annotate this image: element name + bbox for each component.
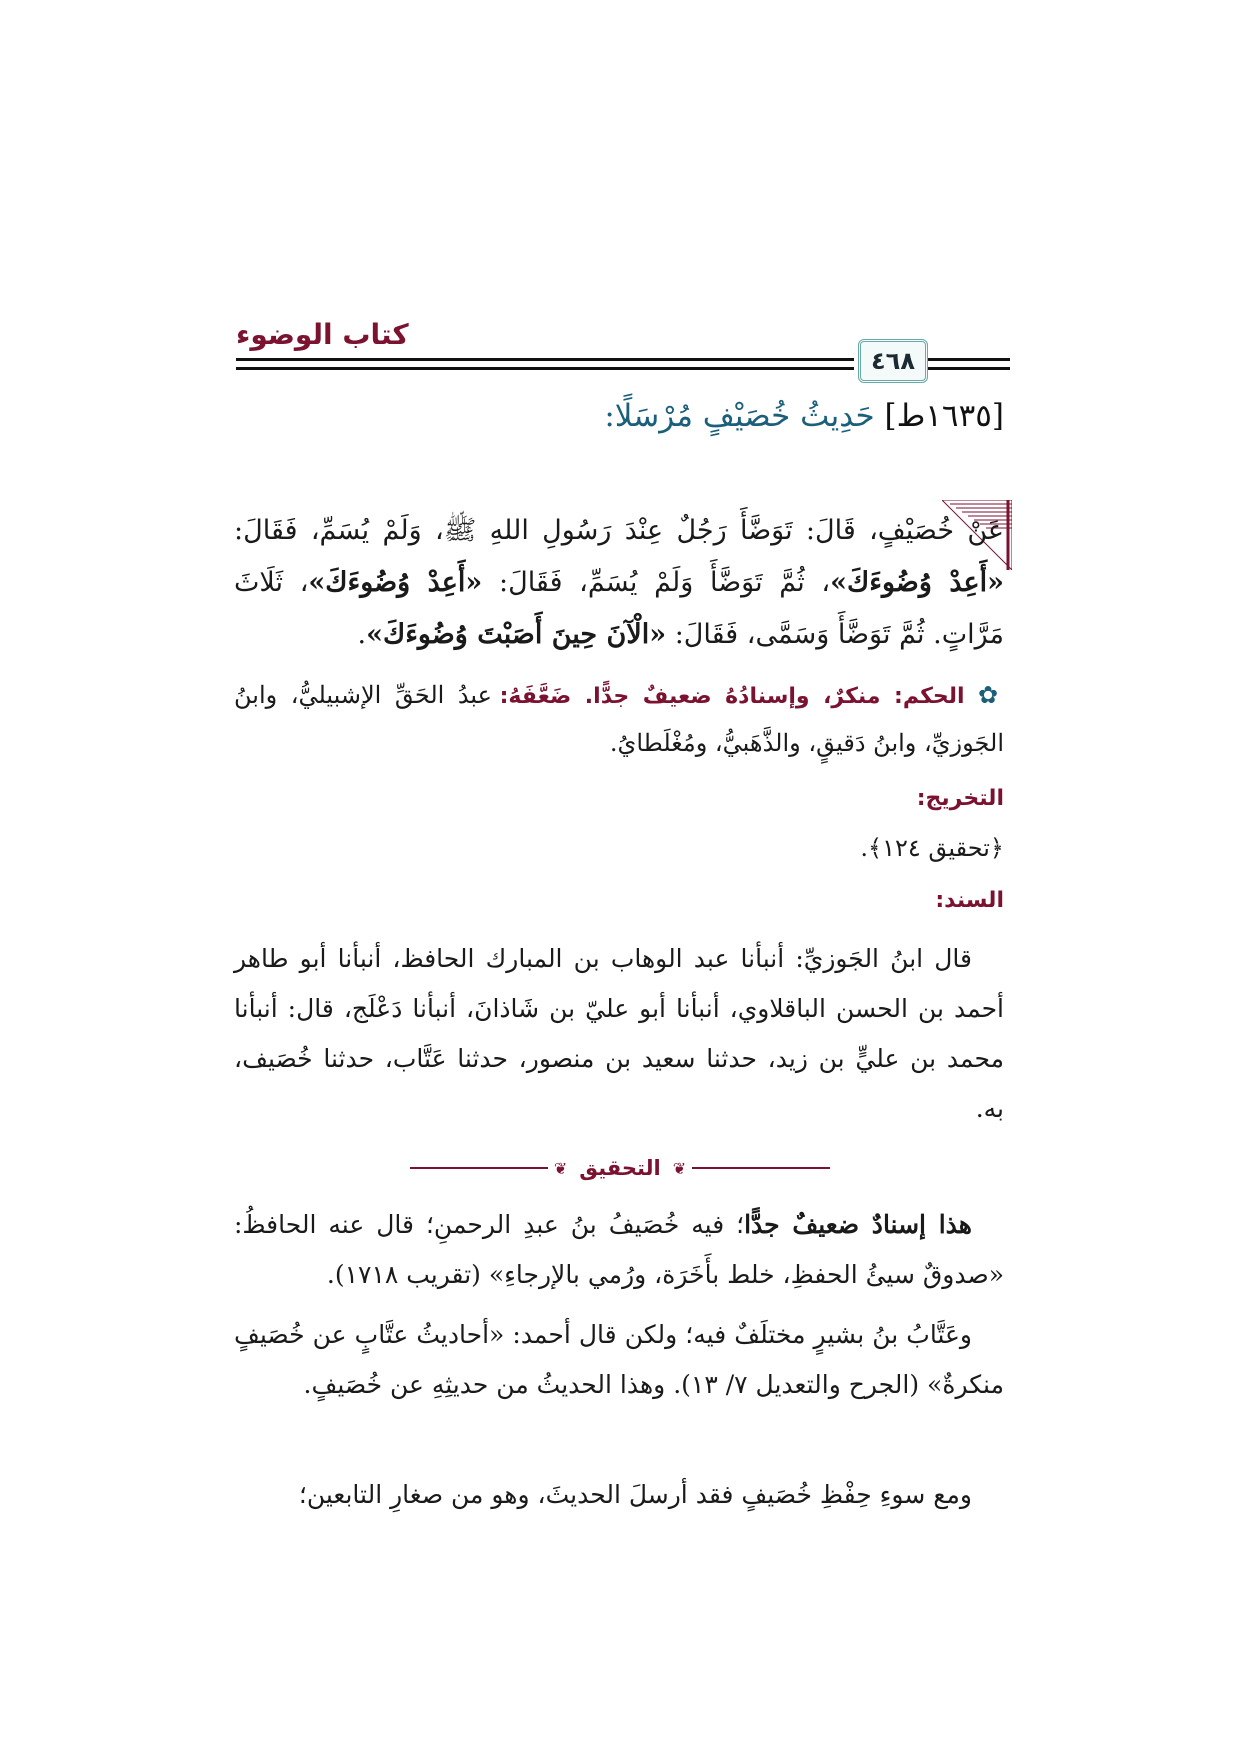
verdict-label: الحكم: منكرٌ، وإسنادُهُ ضعيفٌ جدًّا. ضَعَّفَهُ:: [499, 684, 965, 709]
hadith-heading: [604, 398, 1004, 434]
divider-line: [692, 1167, 830, 1169]
header-rule: [236, 358, 854, 361]
divider-line: [410, 1167, 548, 1169]
header-rule: [928, 367, 1010, 370]
tahqiq-label: التحقيق: [579, 1156, 661, 1180]
tahqiq-divider: [410, 1148, 830, 1188]
hadith-text-part: .: [357, 619, 367, 650]
prophet-quote: «الْآنَ حِينَ أَصَبْتَ وُضُوءَكَ»: [366, 619, 667, 650]
sanad-text: قال ابنُ الجَوزيِّ: أنبأنا عبد الوهاب بن المبارك الحافظ، أنبأنا أبو طاهر أحمد بن الحسن الباقلاوي، أنبأنا أبو عليّ بن شَاذانَ، أنبأنا دَعْلَج، قال: أنبأنا محمد بن عليٍّ بن زيد، حدثنا سعيد بن منصور، حدثنا عَتَّاب، حدثنا خُصَيف، به.: [234, 944, 1004, 1123]
hadith-text-part: ، ثُمَّ تَوَضَّأَ وَلَمْ يُسَمِّ، فَقَالَ:: [482, 567, 831, 598]
page-number: ٤٦٨: [858, 339, 928, 383]
ornament-icon: ❦: [553, 1158, 568, 1178]
paragraph-text: ؛ فيه خُصَيفُ بنُ عبدِ الرحمنِ؛ قال عنه الحافظُ: «صدوقٌ سيئُ الحفظِ، خلط بأَخَرَة، ورُمي بالإرجاءِ» (تقريب ١٧١٨).: [234, 1210, 1004, 1289]
ornament-icon: ❦: [672, 1158, 687, 1178]
takhrij-reference: ﴿تحقيق ١٢٤﴾.: [860, 834, 1004, 862]
book-title: كتاب الوضوء: [236, 318, 409, 351]
header-rule: [236, 367, 854, 370]
hadith-text-part: عَنْ خُصَيْفٍ، قَالَ: تَوَضَّأَ رَجُلٌ عِنْدَ رَسُولِ اللهِ ﷺ، وَلَمْ يُسَمِّ، فَقَالَ:: [234, 515, 1004, 546]
hadith-text: [234, 505, 1004, 661]
sanad-label: السند:: [935, 888, 1004, 913]
hadith-number: [١٦٣٥ط]: [884, 398, 1004, 434]
takhrij-label: التخريج:: [916, 786, 1004, 811]
hadith-name: حَدِيثُ خُصَيْفٍ مُرْسَلًا:: [604, 398, 875, 434]
verdict-text: عبدُ الحَقِّ الإشبيليُّ، وابنُ الجَوزيِّ، وابنُ دَقيقٍ، والذَّهَبيُّ، ومُغْلَطايُ.: [234, 681, 1004, 757]
isnad-verdict: هذا إسنادٌ ضعيفٌ جدًّا: [744, 1210, 972, 1239]
tahqiq-paragraph: وعَتَّابُ بنُ بشيرٍ مختلَفٌ فيه؛ ولكن قال أحمد: «أحاديثُ عتَّابٍ عن خُصَيفٍ منكرةٌ» (الجرح والتعديل ٧/ ١٣). وهذا الحديثُ من حديثِهِ عن خُصَيفٍ.: [234, 1320, 1004, 1399]
verdict: [234, 672, 1004, 766]
tahqiq-paragraph: [234, 1200, 1004, 1300]
flower-icon: ✿: [978, 681, 1005, 709]
header-rule: [928, 358, 1010, 361]
hadith-text-part: ، ثَلَاثَ مَرَّاتٍ. ثُمَّ تَوَضَّأَ وَسَمَّى، فَقَالَ:: [234, 567, 1004, 650]
tahqiq-paragraph: ومع سوءِ حِفْظِ خُصَيفٍ فقد أرسلَ الحديثَ، وهو من صغارِ التابعين؛: [298, 1480, 972, 1509]
prophet-quote: «أَعِدْ وُضُوءَكَ»: [308, 567, 483, 598]
prophet-quote: «أَعِدْ وُضُوءَكَ»: [830, 567, 1005, 598]
